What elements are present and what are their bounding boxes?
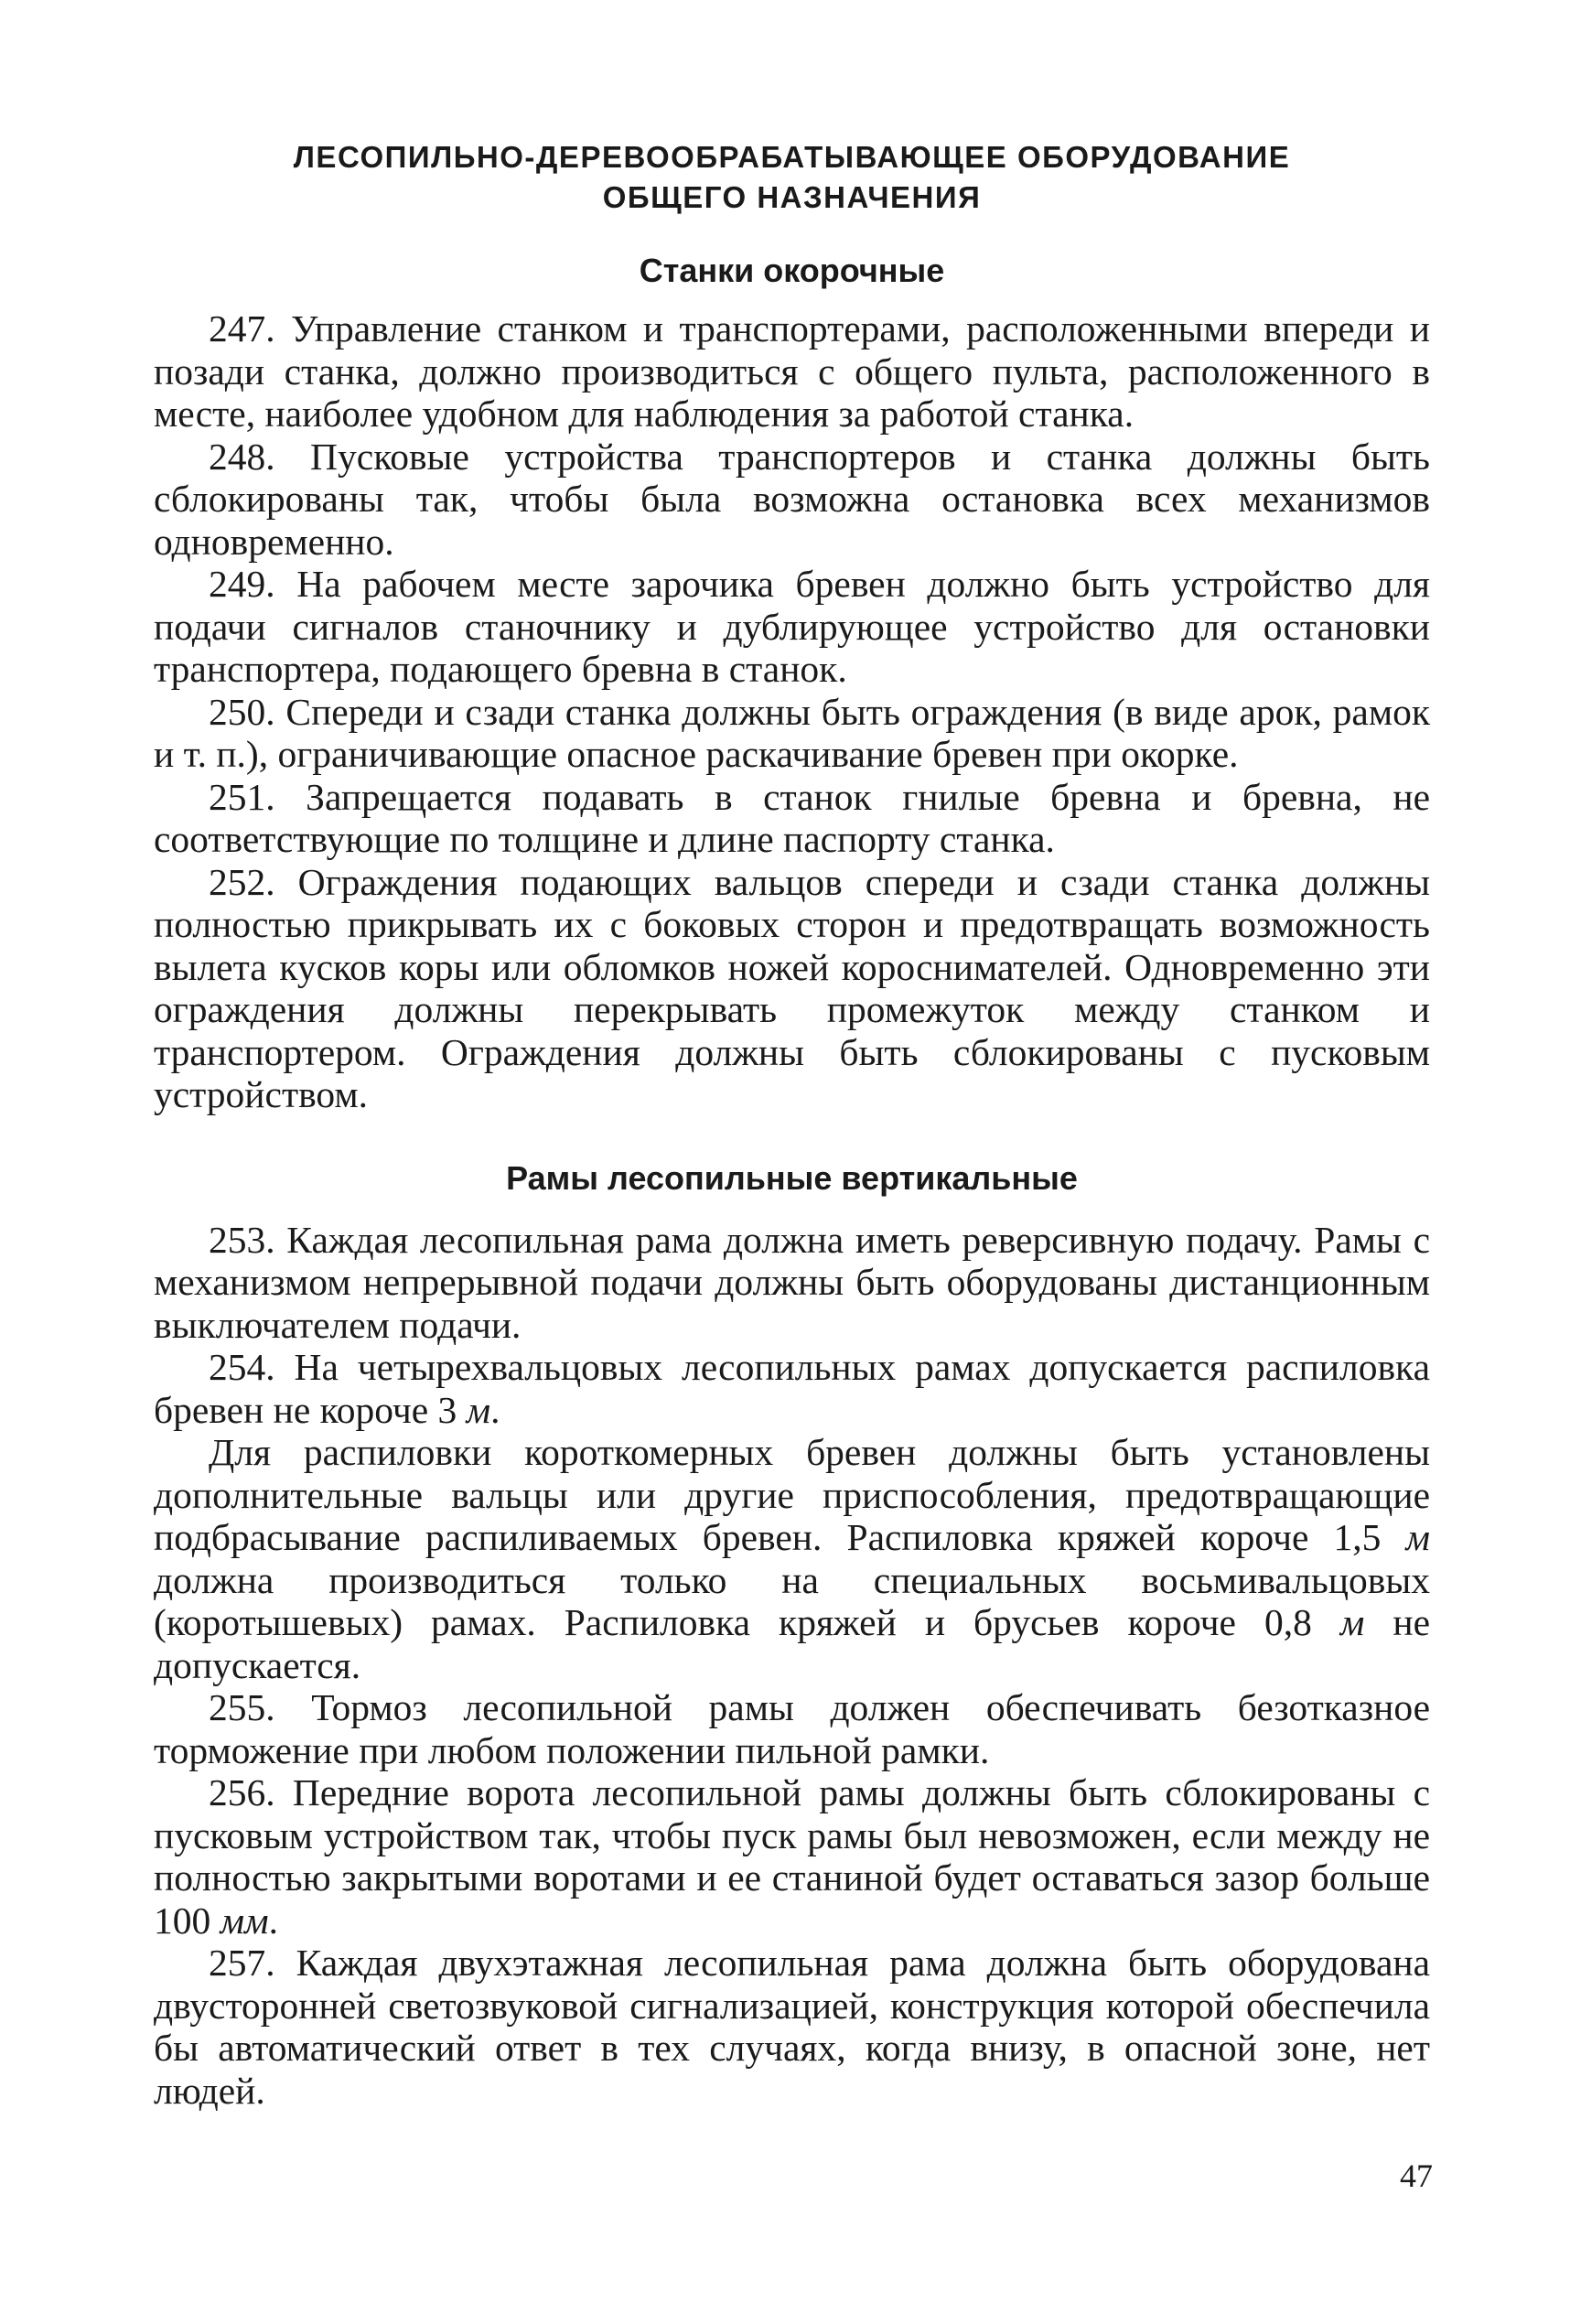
- paragraph-247: 247. Управление станком и транспортерами, расположенными впереди и позади станка, должно производиться с общего пульта, расположенного в месте, наиболее удобном для наблюдения за работой станка.: [154, 307, 1430, 435]
- document-title-line-2: ОБЩЕГО НАЗНАЧЕНИЯ: [602, 180, 982, 214]
- paragraph-257: 257. Каждая двухэтажная лесопильная рама должна быть оборудована двусторонней светозвуковой сигнализацией, конструкция которой обеспечила бы автоматический ответ в тех случаях, когда внизу, в опасной зоне, нет людей.: [154, 1942, 1430, 2112]
- unit-meter: м: [466, 1388, 491, 1431]
- paragraph-254-extra-2: должна производиться только на специальных восьмивальцовых (коротышевых) рамах. Распиловка кряжей и брусьев короче 0,8: [154, 1558, 1430, 1643]
- paragraph-252: 252. Ограждения подающих вальцов спереди и сзади станка должны полностью прикрывать их с боковых сторон и предотвращать возможность вылета кусков коры или обломков ножей короснимателей. Одновременно эти ограждения должны перекрывать промежуток между станком и транспортером. Ограждения должны быть сблокированы с пусковым устройством.: [154, 860, 1430, 1115]
- paragraph-256-text: 256. Передние ворота лесопильной рамы должны быть сблокированы с пусковым устройством так, чтобы пуск рамы был невозможен, если между не полностью закрытыми воротами и ее станиной будет оставаться зазор больше 100: [154, 1771, 1430, 1942]
- paragraph-249: 249. На рабочем месте зарочика бревен должно быть устройство для подачи сигналов станочнику и дублирующее устройство для остановки транспортера, подающего бревна в станок.: [154, 563, 1430, 690]
- document-title: [154, 137, 1430, 218]
- unit-meter: м: [1339, 1601, 1365, 1643]
- paragraph-250: 250. Спереди и сзади станка должны быть ограждения (в виде арок, рамок и т. п.), ограничивающие опасное раскачивание бревен при окорке.: [154, 690, 1430, 775]
- section-heading-vertical-sawmill-frames: Рамы лесопильные вертикальные: [506, 1158, 1078, 1197]
- page-number: 47: [1400, 2157, 1433, 2194]
- paragraph-254-extra-1: Для распиловки короткомерных бревен должны быть установлены дополнительные вальцы или другие приспособления, предотвращающие подбрасывание распиливаемых бревен. Распиловка кряжей короче 1,5: [154, 1431, 1430, 1558]
- paragraph-254: 254. На четырехвальцовых лесопильных рамах допускается распиловка бревен не короче 3 м.: [154, 1346, 1430, 1431]
- document-page: [154, 137, 1430, 2112]
- paragraph-254-continuation: [154, 1431, 1430, 1686]
- unit-millimeter: мм: [220, 1899, 269, 1942]
- paragraph-248: 248. Пусковые устройства транспортеров и станка должны быть сблокированы так, чтобы была возможна остановка всех механизмов одновременно.: [154, 435, 1430, 563]
- unit-meter: м: [1405, 1516, 1430, 1558]
- paragraph-256: 256. Передние ворота лесопильной рамы должны быть сблокированы с пусковым устройством так, чтобы пуск рамы был невозможен, если между не полностью закрытыми воротами и ее станиной будет оставаться зазор больше 100 мм.: [154, 1771, 1430, 1942]
- paragraph-255: 255. Тормоз лесопильной рамы должен обеспечивать безотказное торможение при любом положении пильной рамки.: [154, 1686, 1430, 1771]
- section-heading-debarking-machines: Станки окорочные: [639, 252, 945, 289]
- paragraph-254-text: 254. На четырехвальцовых лесопильных рамах допускается распиловка бревен не короче 3: [154, 1346, 1430, 1431]
- paragraph-253: 253. Каждая лесопильная рама должна иметь реверсивную подачу. Рамы с механизмом непрерывной подачи должны быть оборудованы дистанционным выключателем подачи.: [154, 1218, 1430, 1346]
- document-title-line-1: ЛЕСОПИЛЬНО-ДЕРЕВООБРАБАТЫВАЮЩЕЕ ОБОРУДОВАНИЕ: [293, 140, 1291, 174]
- paragraph-251: 251. Запрещается подавать в станок гнилые бревна и бревна, не соответствующие по толщине и длине паспорту станка.: [154, 775, 1430, 860]
- paragraph-254-extra-3: не допускается.: [154, 1601, 1430, 1686]
